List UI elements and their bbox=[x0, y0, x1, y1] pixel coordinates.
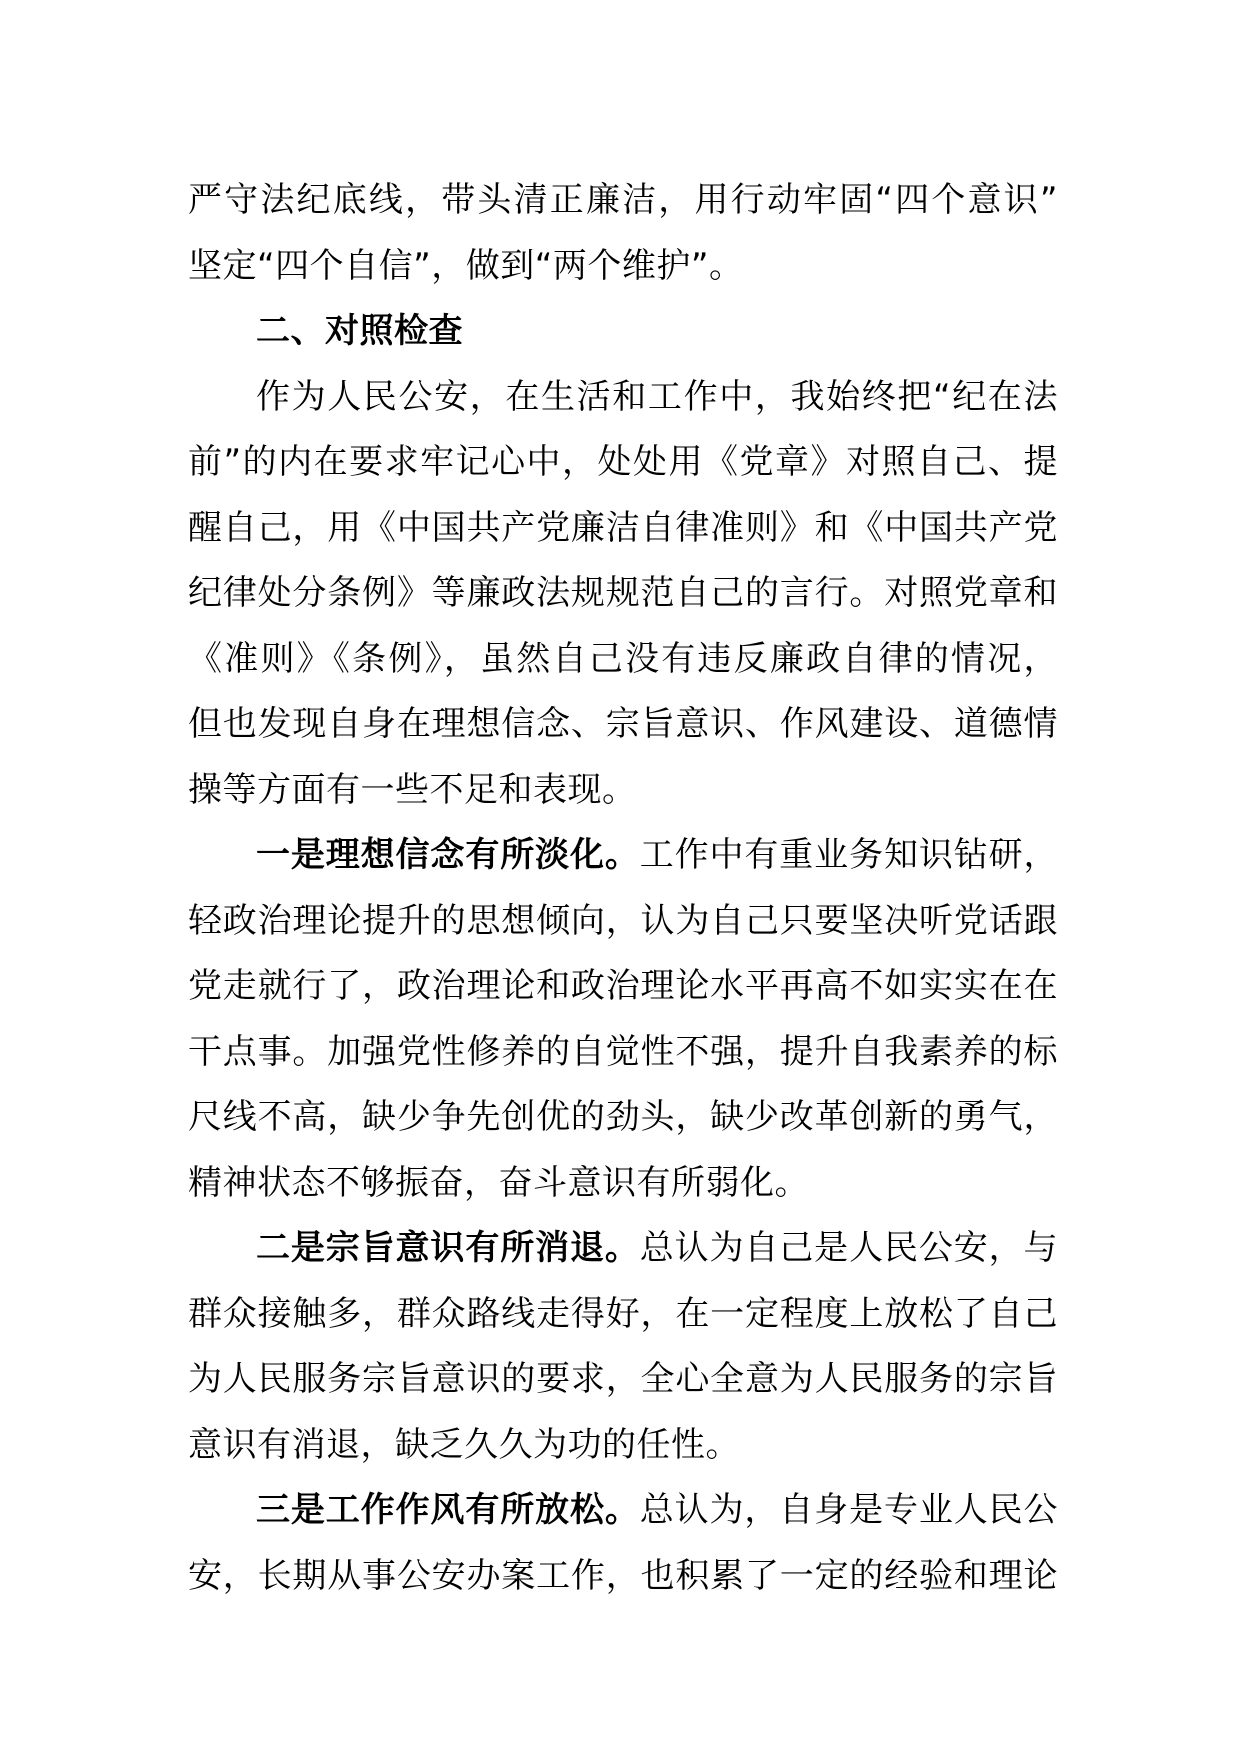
text-line bbox=[188, 627, 1058, 693]
text-line bbox=[188, 1347, 1058, 1413]
text-line bbox=[188, 692, 1058, 758]
line-text: 尺线不高，缺少争先创优的劲头，缺少改革创新的勇气， bbox=[188, 1097, 1058, 1137]
line-text: 《准则》《条例》，虽然自己没有违反廉政自律的情况， bbox=[188, 638, 1058, 679]
line-text: 干点事。加强党性修养的自觉性不强，提升自我素养的标 bbox=[188, 1031, 1058, 1072]
line-text: 轻政治理论提升的思想倾向，认为自己只要坚决听党话跟 bbox=[188, 900, 1058, 941]
text-line bbox=[188, 1216, 1058, 1282]
text-line bbox=[188, 1085, 1058, 1151]
line-text: 但也发现自身在理想信念、宗旨意识、作风建设、道德情 bbox=[188, 704, 1058, 744]
text-line bbox=[188, 1413, 1058, 1479]
bold-lead-phrase: 一是理想信念有所淡化。 bbox=[256, 835, 640, 875]
line-text: 严守法纪底线，带头清正廉洁，用行动牢固“四个意识” bbox=[188, 180, 1058, 220]
line-text: 党走就行了，政治理论和政治理论水平再高不如实实在在 bbox=[188, 966, 1058, 1006]
line-text: 工作中有重业务知识钻研， bbox=[639, 835, 1058, 875]
text-line bbox=[188, 889, 1058, 955]
text-line bbox=[188, 1020, 1058, 1086]
line-text: 醒自己，用《中国共产党廉洁自律准则》和《中国共产党 bbox=[188, 507, 1058, 548]
text-line bbox=[188, 299, 1058, 365]
line-text: 群众接触多，群众路线走得好，在一定程度上放松了自己 bbox=[188, 1293, 1058, 1334]
text-line bbox=[188, 168, 1058, 234]
bold-lead-phrase: 二是宗旨意识有所消退。 bbox=[256, 1228, 640, 1268]
line-text: 纪律处分条例》等廉政法规规范自己的言行。对照党章和 bbox=[188, 573, 1058, 613]
text-line bbox=[188, 561, 1058, 627]
line-text: 总认为自己是人民公安，与 bbox=[639, 1228, 1058, 1268]
line-text: 作为人民公安，在生活和工作中，我始终把“纪在法 bbox=[256, 376, 1058, 417]
text-line bbox=[188, 954, 1058, 1020]
text-line bbox=[188, 1544, 1058, 1610]
line-text: 总认为，自身是专业人民公 bbox=[639, 1490, 1058, 1530]
line-text: 操等方面有一些不足和表现。 bbox=[188, 769, 637, 810]
section-heading: 二、对照检查 bbox=[256, 311, 463, 351]
line-text: 为人民服务宗旨意识的要求，全心全意为人民服务的宗旨 bbox=[188, 1359, 1058, 1399]
text-line bbox=[188, 430, 1058, 496]
text-line bbox=[188, 1478, 1058, 1544]
text-line bbox=[188, 1151, 1058, 1217]
text-line bbox=[188, 365, 1058, 431]
text-line bbox=[188, 496, 1058, 562]
bold-lead-phrase: 三是工作作风有所放松。 bbox=[256, 1490, 640, 1530]
line-text: 前”的内在要求牢记心中，处处用《党章》对照自己、提 bbox=[188, 442, 1058, 482]
text-line bbox=[188, 823, 1058, 889]
line-text: 意识有消退，缺乏久久为功的任性。 bbox=[188, 1424, 740, 1465]
document-body bbox=[188, 168, 1058, 1609]
line-text: 安，长期从事公安办案工作，也积累了一定的经验和理论 bbox=[188, 1555, 1058, 1596]
text-line bbox=[188, 234, 1058, 300]
line-text: 坚定“四个自信”，做到“两个维护”。 bbox=[188, 245, 744, 286]
text-line bbox=[188, 758, 1058, 824]
line-text: 精神状态不够振奋，奋斗意识有所弱化。 bbox=[188, 1162, 809, 1203]
text-line bbox=[188, 1282, 1058, 1348]
